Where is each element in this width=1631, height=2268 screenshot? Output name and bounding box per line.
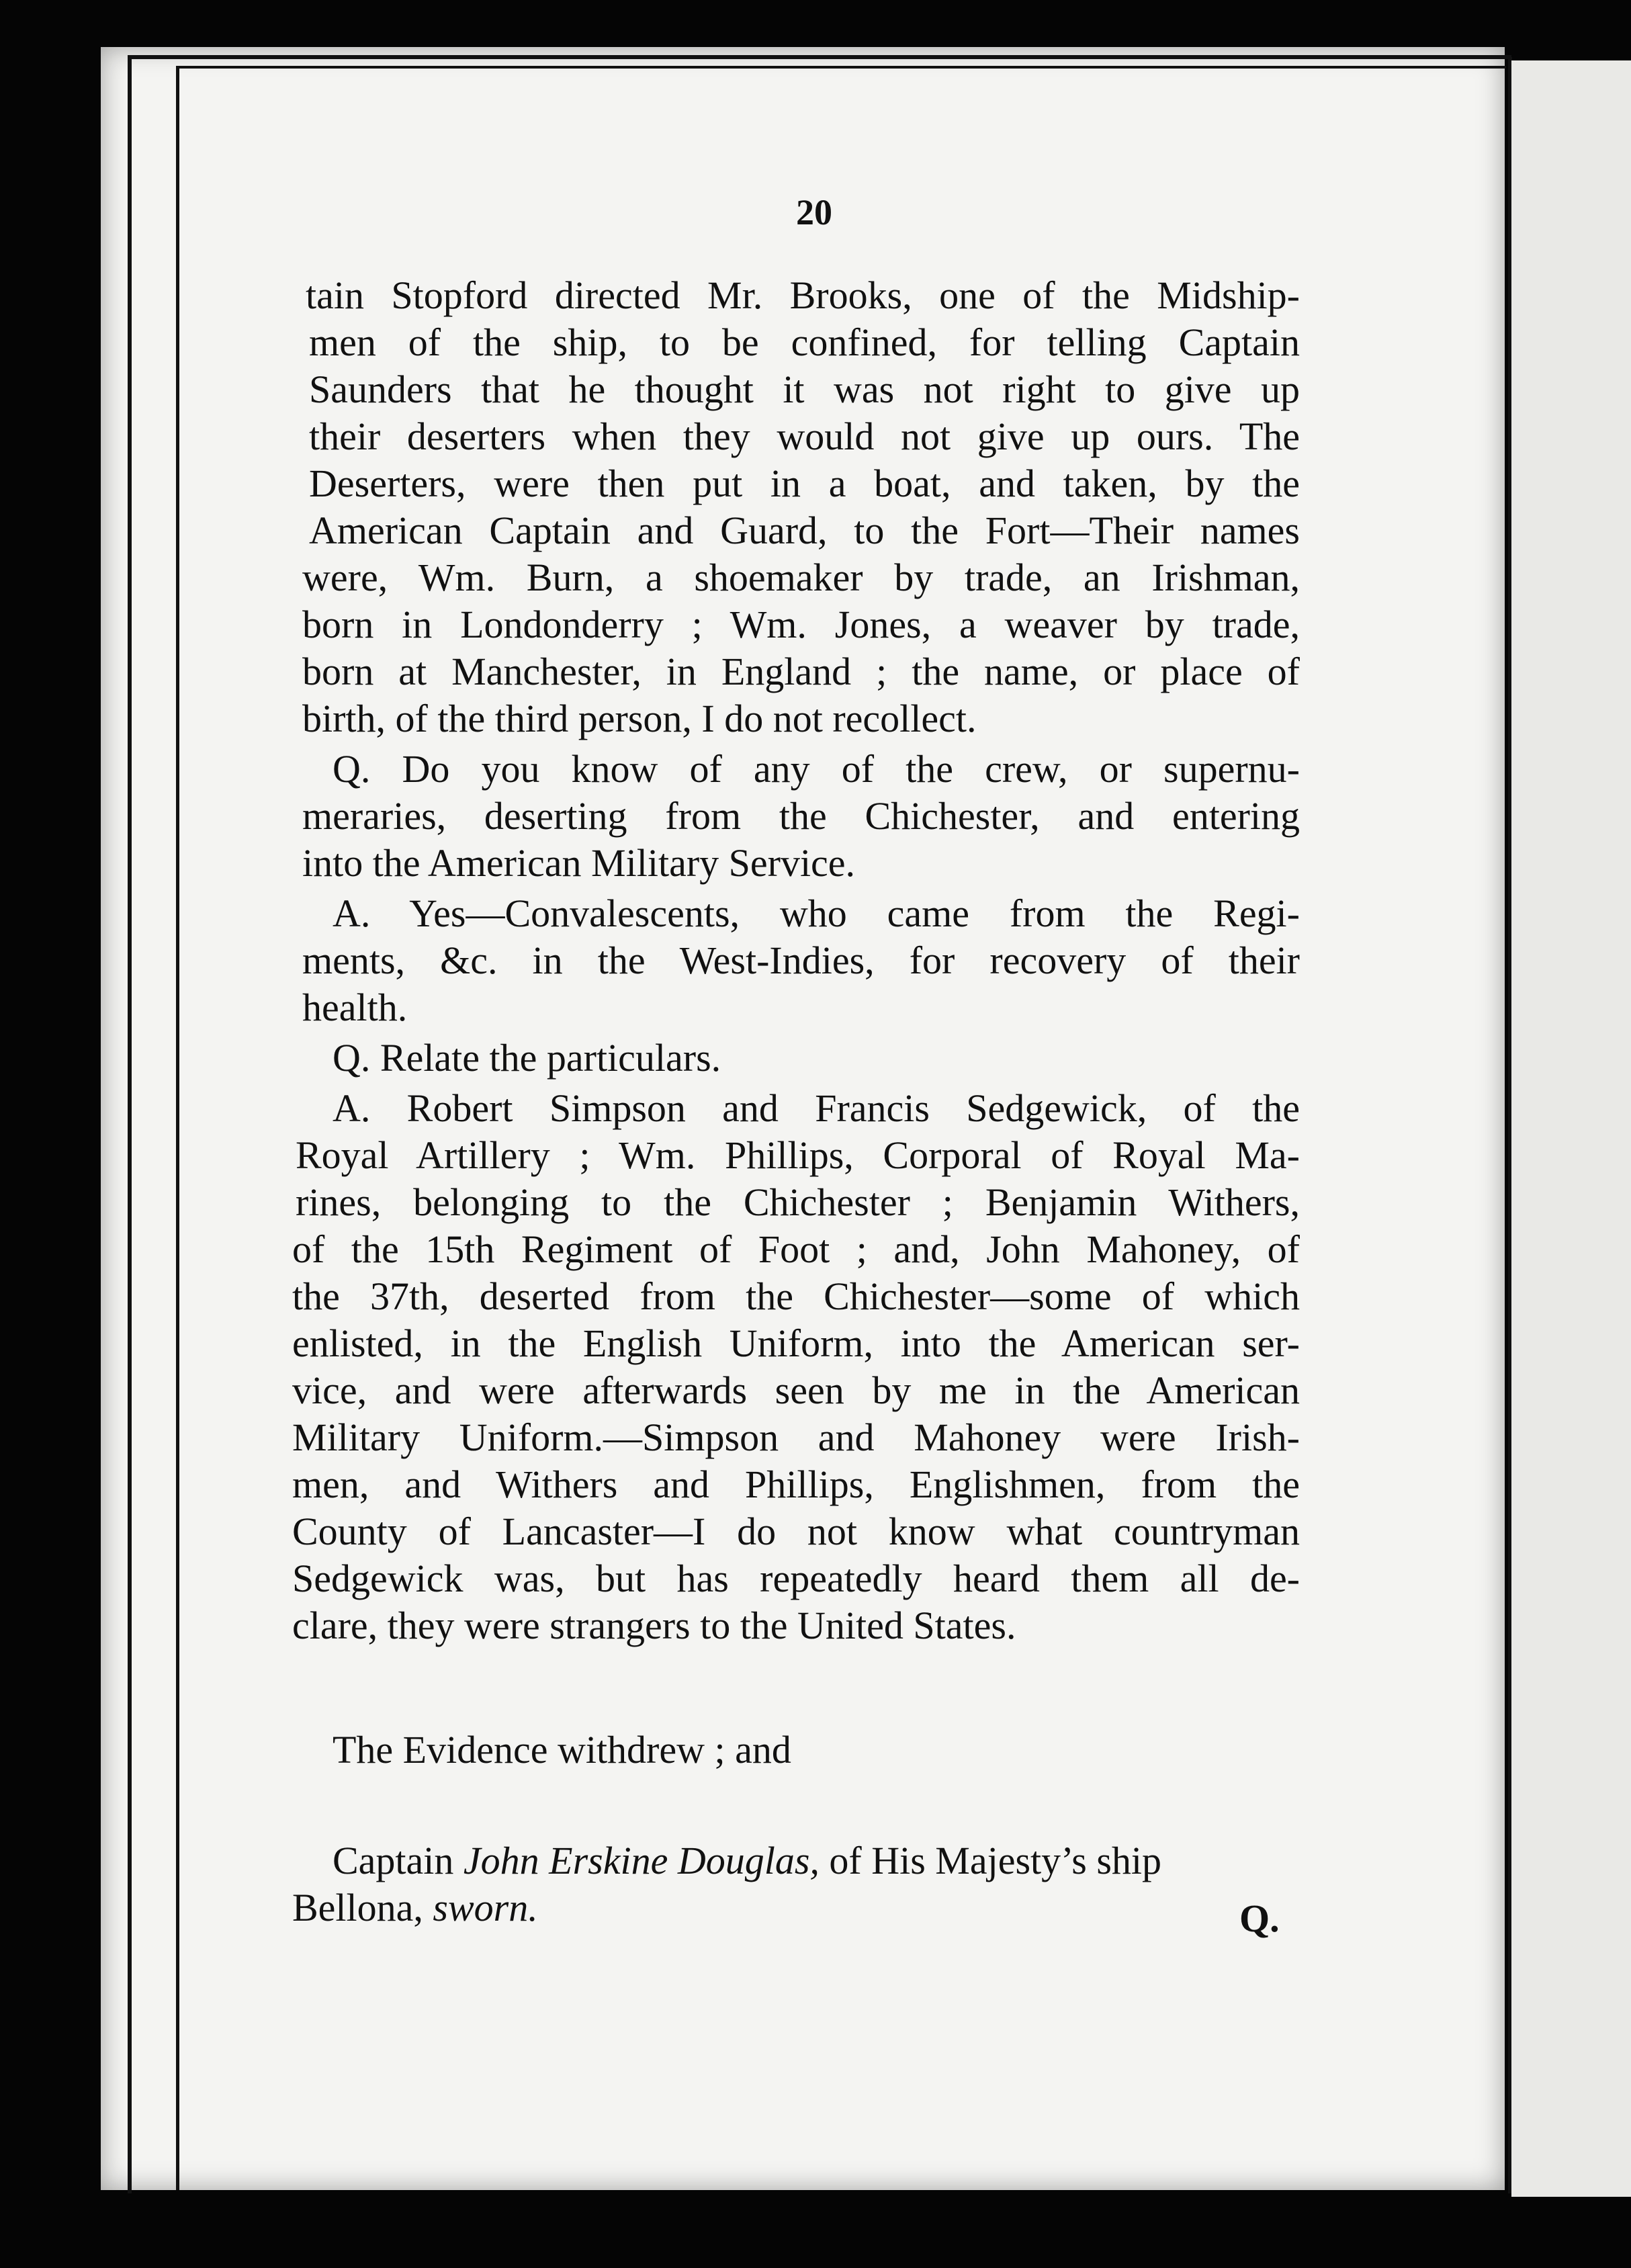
text-line: Sedgewick was, but has repeatedly heard them all de-	[292, 1557, 1300, 1600]
text-line: ments, &c. in the West-Indies, for recovery of their	[302, 939, 1300, 982]
text-line: A. Robert Simpson and Francis Sedgewick, of the	[333, 1086, 1300, 1130]
text-line: health.	[302, 986, 408, 1029]
text-line: Q. Do you know of any of the crew, or supernu-	[333, 747, 1300, 791]
witness-name: John Erskine Douglas,	[463, 1839, 820, 1882]
text-line: enlisted, in the English Uniform, into the American ser-	[292, 1321, 1300, 1365]
text-line: Deserters, were then put in a boat, and taken, by the	[309, 462, 1300, 505]
page-border-top-inner	[176, 66, 1506, 69]
text-line: vice, and were afterwards seen by me in the American	[292, 1368, 1300, 1412]
text-line: into the American Military Service.	[302, 841, 856, 885]
page-border-inner-left	[176, 67, 179, 2190]
text-line: of the 15th Regiment of Foot ; and, John Mahoney, of	[292, 1227, 1300, 1271]
text-line: American Captain and Guard, to the Fort—Their names	[309, 509, 1300, 552]
text-line: born in Londonderry ; Wm. Jones, a weaver by trade,	[302, 603, 1300, 646]
text-line: the 37th, deserted from the Chichester—some of which	[292, 1274, 1300, 1318]
text-line: rines, belonging to the Chichester ; Benjamin Withers,	[296, 1180, 1300, 1224]
text-line: their deserters when they would not give up ours. The	[309, 415, 1300, 458]
text-line: men, and Withers and Phillips, Englishmen, from the	[292, 1463, 1300, 1506]
ship-name: Bellona,	[292, 1886, 433, 1929]
text-line: born at Manchester, in England ; the name, or place of	[302, 650, 1300, 693]
text-line: Military Uniform.—Simpson and Mahoney were Irish-	[292, 1415, 1300, 1459]
page-number: 20	[796, 192, 832, 232]
text-line: A. Yes—Convalescents, who came from the Regi-	[333, 891, 1300, 935]
text-line: men of the ship, to be confined, for telling Captain	[309, 320, 1300, 364]
closing-title: Captain	[333, 1839, 464, 1882]
text-line: The Evidence withdrew ; and	[333, 1728, 791, 1772]
catchword: Q.	[1239, 1896, 1280, 1940]
text-line: clare, they were strangers to the United States.	[292, 1604, 1016, 1647]
text-line: tain Stopford directed Mr. Brooks, one of the Midship-	[306, 273, 1300, 317]
text-line: County of Lancaster—I do not know what countryman	[292, 1510, 1300, 1553]
text-line: were, Wm. Burn, a shoemaker by trade, an Irishman,	[302, 556, 1300, 599]
closing-line-1	[333, 1837, 1286, 1884]
page-border-left	[128, 57, 132, 2193]
text-line: Royal Artillery ; Wm. Phillips, Corporal of Royal Ma-	[296, 1133, 1300, 1177]
closing-ship: of His Majesty’s ship	[819, 1839, 1162, 1882]
text-line: birth, of the third person, I do not recollect.	[302, 697, 977, 740]
closing-line-2	[292, 1884, 830, 1931]
sworn-label: sworn.	[433, 1886, 538, 1929]
text-line: Q. Relate the particulars.	[333, 1036, 721, 1080]
text-line: meraries, deserting from the Chichester, and entering	[302, 794, 1300, 838]
text-line: Saunders that he thought it was not right to give up	[309, 367, 1300, 411]
page-border-top	[128, 55, 1511, 59]
facing-page-edge	[1511, 60, 1631, 2197]
